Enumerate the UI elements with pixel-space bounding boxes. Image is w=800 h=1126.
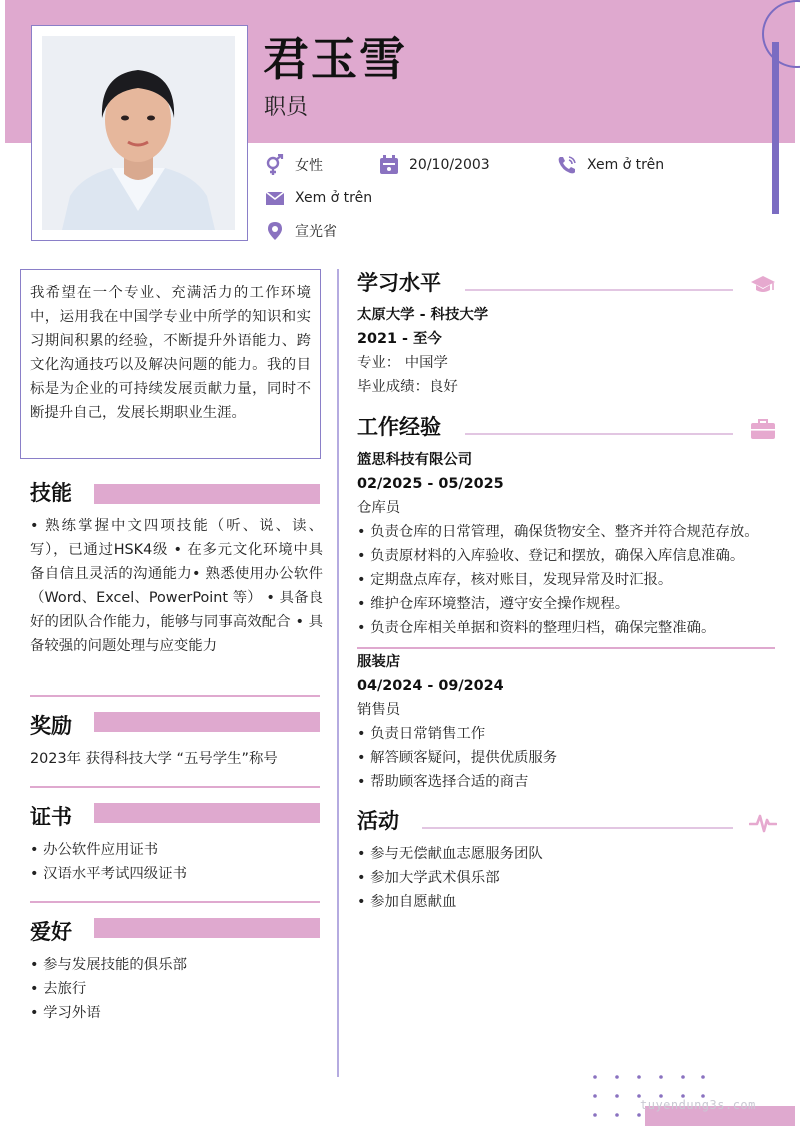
job-period: 02/2025 - 05/2025 bbox=[357, 476, 504, 492]
job-company: 篮思科技有限公司 bbox=[357, 452, 473, 468]
activities-title: 活动 bbox=[357, 809, 399, 833]
watermark: tuyendung3s.com bbox=[640, 1098, 756, 1112]
experience-title: 工作经验 bbox=[357, 415, 441, 439]
job-duty: • 负责原材料的入库验收、登记和摆放，确保入库信息准确。 bbox=[357, 548, 745, 564]
job-duty: • 负责日常销售工作 bbox=[357, 726, 486, 742]
column-divider bbox=[337, 269, 339, 1077]
education-grade: 毕业成绩：良好 bbox=[357, 379, 458, 395]
certificates-title: 证书 bbox=[30, 805, 72, 829]
location-pin-icon bbox=[264, 220, 286, 242]
certificate-item: • 汉语水平考试四级证书 bbox=[30, 866, 187, 882]
job-duty: • 定期盘点库存，核对账目，发现异常及时汇报。 bbox=[357, 572, 673, 588]
awards-title-bar bbox=[94, 712, 320, 732]
section-separator bbox=[30, 695, 320, 697]
awards-title: 奖励 bbox=[30, 714, 72, 738]
birthdate-value: 20/10/2003 bbox=[409, 157, 490, 173]
profile-photo bbox=[42, 36, 235, 230]
hobbies-title-bar bbox=[94, 918, 320, 938]
education-title-line bbox=[465, 289, 733, 291]
email-value[interactable]: Xem ở trên bbox=[295, 190, 373, 206]
job-role: 仓库员 bbox=[357, 500, 401, 516]
info-birthdate bbox=[378, 154, 490, 176]
job-separator bbox=[357, 647, 775, 649]
candidate-position: 职员 bbox=[264, 95, 309, 120]
education-period: 2021 - 至今 bbox=[357, 331, 442, 347]
info-email bbox=[264, 187, 372, 209]
hobby-item: • 学习外语 bbox=[30, 1005, 101, 1021]
address-value: 宣光省 bbox=[295, 224, 337, 240]
photo-frame bbox=[31, 25, 248, 241]
activity-item: • 参加大学武术俱乐部 bbox=[357, 870, 500, 886]
section-separator bbox=[30, 901, 320, 903]
job-company: 服装店 bbox=[357, 654, 401, 670]
award-item: 2023年 获得科技大学 “五号学生”称号 bbox=[30, 751, 278, 767]
skills-title-bar bbox=[94, 484, 320, 504]
career-objective: 我希望在一个专业、充满活力的工作环境中，运用我在中国学专业中所学的知识和实习期间积累的经验，不断提升外语能力、跨文化沟通技巧以及解决问题的能力。我的目标是为企业的可持续发展贡献力量，同时不断提升自己，发展长期职业生涯。 bbox=[20, 269, 321, 459]
activity-item: • 参加自愿献血 bbox=[357, 894, 457, 910]
job-duty: • 帮助顾客选择合适的商吉 bbox=[357, 774, 529, 790]
job-duty: • 解答顾客疑问，提供优质服务 bbox=[357, 750, 558, 766]
phone-icon bbox=[556, 154, 578, 176]
skills-title: 技能 bbox=[30, 481, 72, 505]
heartbeat-icon bbox=[749, 811, 777, 835]
job-period: 04/2024 - 09/2024 bbox=[357, 678, 504, 694]
candidate-name: 君玉雪 bbox=[263, 32, 407, 86]
envelope-icon bbox=[264, 187, 286, 209]
job-duty: • 负责仓库相关单据和资料的整理归档，确保完整准确。 bbox=[357, 620, 716, 636]
job-duty: • 负责仓库的日常管理，确保货物安全、整齐并符合规范存放。 bbox=[357, 524, 759, 540]
job-role: 销售员 bbox=[357, 702, 401, 718]
accent-bar-decoration bbox=[772, 42, 779, 214]
phone-value[interactable]: Xem ở trên bbox=[587, 157, 665, 173]
certificates-title-bar bbox=[94, 803, 320, 823]
graduation-cap-icon bbox=[749, 273, 777, 297]
hobby-item: • 参与发展技能的俱乐部 bbox=[30, 957, 187, 973]
education-title: 学习水平 bbox=[357, 271, 441, 295]
job-duty: • 维护仓库环境整洁，遵守安全操作规程。 bbox=[357, 596, 630, 612]
activity-item: • 参与无偿献血志愿服务团队 bbox=[357, 846, 543, 862]
section-separator bbox=[30, 786, 320, 788]
education-major: 专业： 中国学 bbox=[357, 355, 448, 371]
education-school: 太原大学 - 科技大学 bbox=[357, 307, 489, 323]
hobbies-title: 爱好 bbox=[30, 920, 72, 944]
certificate-item: • 办公软件应用证书 bbox=[30, 842, 159, 858]
gender-icon bbox=[264, 154, 286, 176]
info-gender bbox=[264, 154, 323, 176]
info-phone bbox=[556, 154, 664, 176]
hobby-item: • 去旅行 bbox=[30, 981, 87, 997]
experience-title-line bbox=[465, 433, 733, 435]
gender-value: 女性 bbox=[295, 158, 323, 174]
info-address bbox=[264, 220, 337, 242]
briefcase-icon bbox=[749, 417, 777, 441]
activities-title-line bbox=[422, 827, 733, 829]
skills-text: • 熟练掌握中文四项技能（听、说、读、写），已通过HSK4级 • 在多元文化环境中具备自信且灵活的沟通能力• 熟悉使用办公软件（Word、Excel、PowerPoint 等） • 具备良好的团队合作能力，能够与同事高效配合 • 具备较强的问题处理与应变能力 bbox=[30, 518, 323, 654]
calendar-icon bbox=[378, 154, 400, 176]
